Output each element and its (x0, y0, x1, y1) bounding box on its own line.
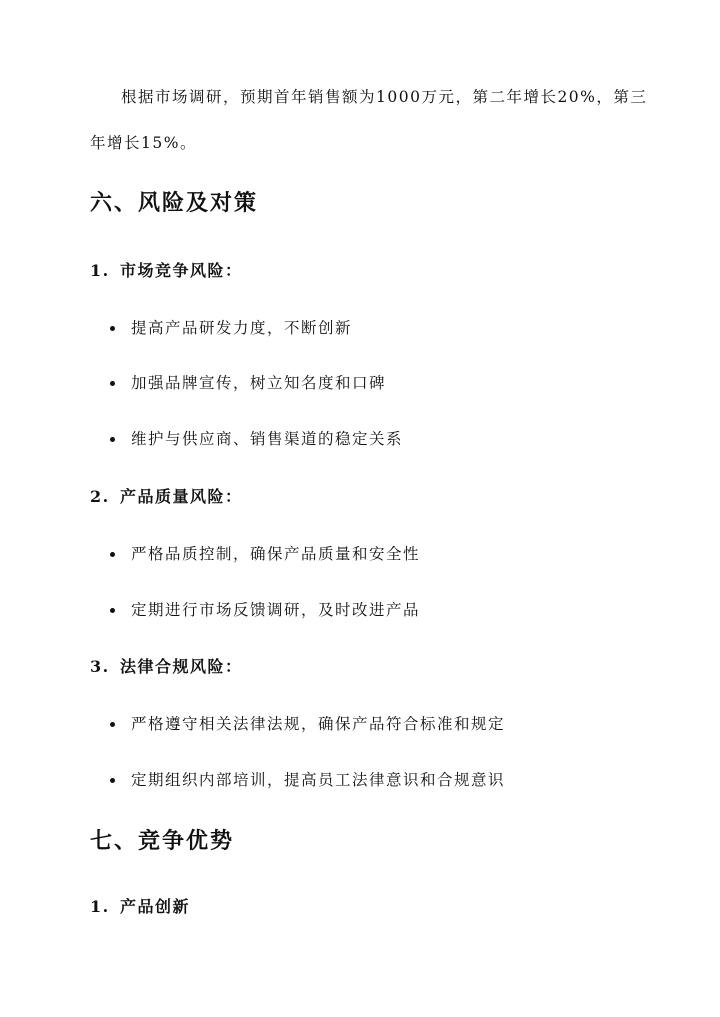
subsection-heading-market-risk (90, 258, 243, 281)
list-item (110, 427, 403, 449)
subsection-title: 市场竞争风险： (120, 261, 243, 280)
list-item (110, 371, 386, 393)
bullet-icon (110, 722, 115, 727)
section-heading-risks: 六、风险及对策 (90, 190, 259, 216)
list-item (110, 598, 420, 620)
bullet-icon (110, 326, 115, 331)
body-paragraph: 根据市场调研，预期首年销售额为1000万元，第二年增长20%，第三年增长15%。 (90, 88, 648, 152)
list-item-text: 提高产品研发力度，不断创新 (131, 319, 353, 337)
list-item-text: 严格品质控制，确保产品质量和安全性 (131, 545, 421, 563)
subsection-title: 产品创新 (120, 897, 191, 916)
subsection-title: 产品质量风险： (120, 487, 243, 506)
list-item-text: 加强品牌宣传，树立知名度和口碑 (131, 374, 387, 392)
subsection-title: 法律合规风险： (120, 657, 243, 676)
subsection-heading-product-innovation (90, 894, 190, 917)
subsection-number: 2. (90, 487, 110, 506)
section-heading-advantages: 七、竞争优势 (90, 828, 235, 854)
list-item-text: 定期进行市场反馈调研，及时改进产品 (131, 601, 421, 619)
list-item-text: 严格遵守相关法律法规，确保产品符合标准和规定 (131, 715, 506, 733)
bullet-icon (110, 437, 115, 442)
list-item (110, 712, 505, 734)
list-item (110, 768, 505, 790)
bullet-icon (110, 552, 115, 557)
list-item (110, 542, 420, 564)
list-item-text: 维护与供应商、销售渠道的稳定关系 (131, 430, 404, 448)
bullet-icon (110, 381, 115, 386)
subsection-heading-quality-risk (90, 484, 243, 507)
list-item (110, 316, 352, 338)
list-item-text: 定期组织内部培训，提高员工法律意识和合规意识 (131, 771, 506, 789)
subsection-heading-legal-risk (90, 654, 243, 677)
bullet-icon (110, 778, 115, 783)
subsection-number: 1. (90, 261, 110, 280)
bullet-icon (110, 608, 115, 613)
subsection-number: 3. (90, 657, 110, 676)
subsection-number: 1. (90, 897, 110, 916)
